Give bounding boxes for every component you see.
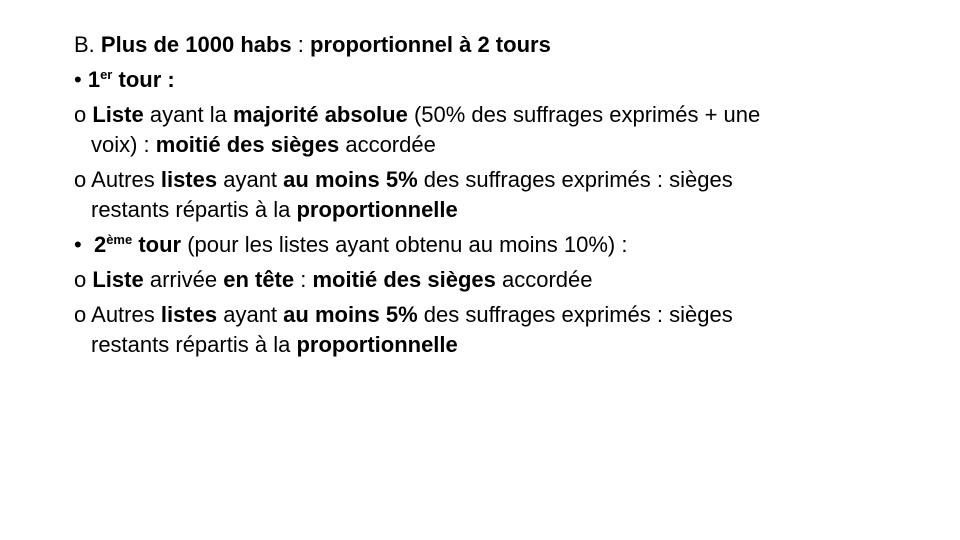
item-bold: proportionnelle (296, 197, 458, 222)
item-bold: moitié des sièges (155, 132, 340, 157)
second-round-item-other-lists (74, 300, 914, 330)
sub-bullet-icon: o (74, 267, 93, 292)
heading-prefix: B. (74, 32, 101, 57)
slide-content (74, 30, 914, 360)
first-round-item-other-lists (74, 165, 914, 195)
item-bold: proportionnelle (296, 332, 458, 357)
second-round-bullet (74, 230, 914, 260)
item-text: Autres (91, 167, 161, 192)
section-heading (74, 30, 914, 60)
bullet-icon: • (74, 232, 82, 257)
item-bold: listes (160, 302, 218, 327)
item-bold: en tête (223, 267, 295, 292)
item-text: accordée (495, 267, 593, 292)
first-round-item-majority-continued (74, 130, 914, 160)
item-text: ayant la (143, 102, 233, 127)
round-label: tour : (112, 67, 175, 92)
first-round-bullet (74, 65, 914, 95)
item-text: Autres (91, 302, 161, 327)
item-text: : (294, 267, 313, 292)
sub-bullet-icon: o (74, 102, 93, 127)
heading-separator: : (291, 32, 311, 57)
item-bold: listes (160, 167, 218, 192)
item-text: (pour les listes ayant obtenu au moins 10%) : (181, 232, 628, 257)
item-text: voix) : (91, 132, 156, 157)
item-bold: majorité absolue (233, 102, 408, 127)
item-text: (50% des suffrages exprimés + une (407, 102, 761, 127)
sub-bullet-icon: o (74, 302, 92, 327)
round-label: tour (132, 232, 182, 257)
first-round-item-other-lists-continued (74, 195, 914, 225)
sub-bullet-icon: o (74, 167, 92, 192)
item-bold: Liste (92, 102, 144, 127)
item-text: des suffrages exprimés : sièges (417, 302, 733, 327)
first-round-item-majority (74, 100, 914, 130)
round-number: 1 (87, 67, 101, 92)
round-ordinal-suffix: ème (106, 232, 133, 247)
item-bold: moitié des sièges (312, 267, 496, 292)
item-bold: au moins 5% (283, 302, 418, 327)
second-round-item-other-lists-continued (74, 330, 914, 360)
item-text: restants répartis à la (91, 332, 297, 357)
round-number: 2 (93, 232, 107, 257)
item-text: restants répartis à la (91, 197, 297, 222)
item-text: des suffrages exprimés : sièges (417, 167, 733, 192)
heading-bold-system: proportionnel à 2 tours (310, 32, 551, 57)
item-text: ayant (217, 302, 284, 327)
bullet-icon: • (74, 67, 82, 92)
item-bold: Liste (92, 267, 144, 292)
round-ordinal-suffix: er (100, 67, 113, 82)
second-round-item-leading-list (74, 265, 914, 295)
item-text: ayant (217, 167, 284, 192)
item-bold: au moins 5% (283, 167, 418, 192)
item-text: accordée (339, 132, 436, 157)
heading-bold-threshold: Plus de 1000 habs (100, 32, 292, 57)
item-text: arrivée (143, 267, 224, 292)
